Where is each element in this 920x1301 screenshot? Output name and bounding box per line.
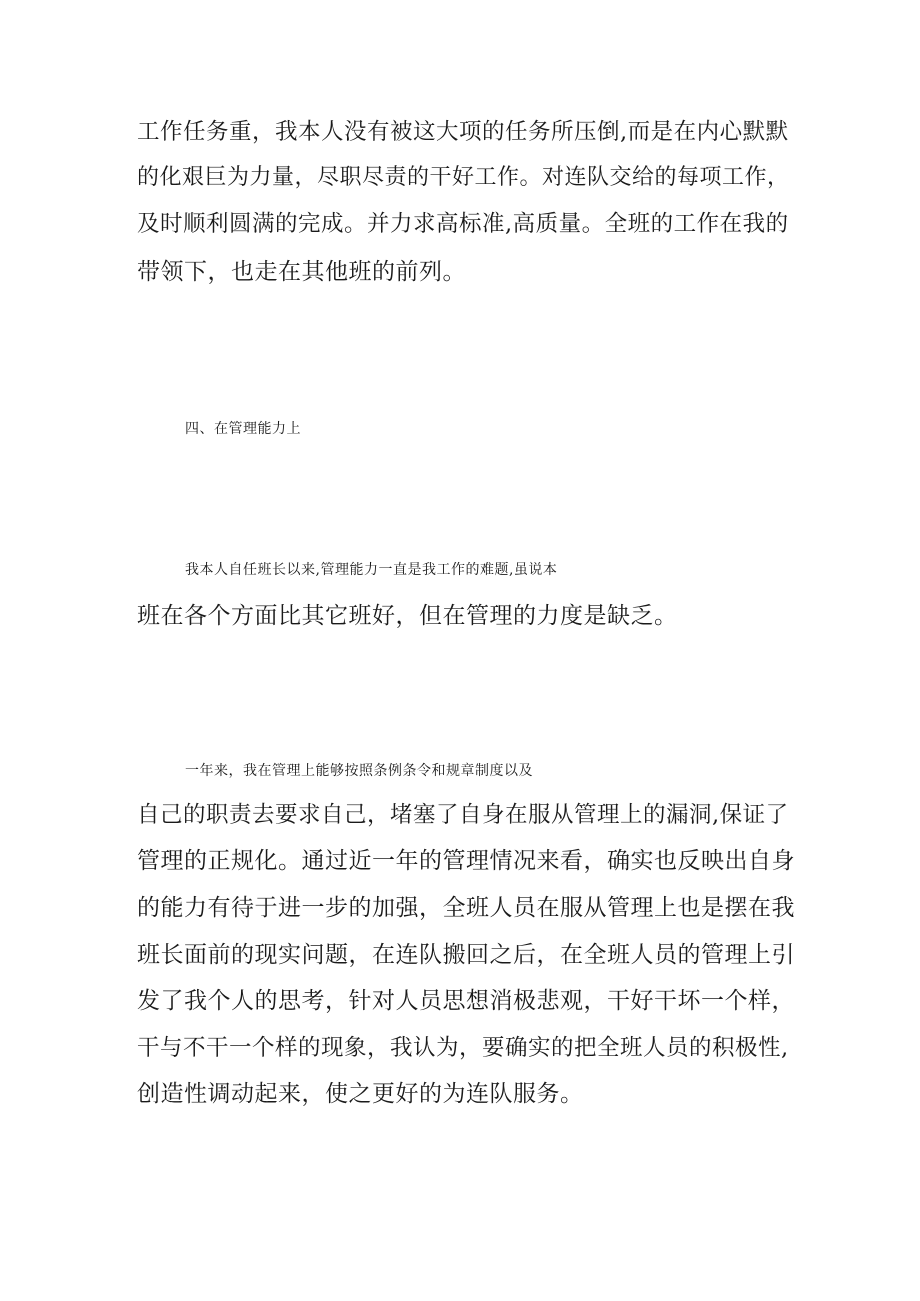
paragraph-3-line-6: 发了我个人的思考，针对人员思想消极悲观，干好干坏一个样， — [137, 988, 795, 1014]
paragraph-3-line-7: 干与不干一个样的现象，我认为，要确实的把全班人员的积极性, — [137, 1035, 789, 1061]
paragraph-2-line-2: 班在各个方面比其它班好，但在管理的力度是缺乏。 — [137, 603, 678, 629]
paragraph-2-line-1: 我本人自任班长以来,管理能力一直是我工作的难题,虽说本 — [185, 562, 558, 578]
paragraph-3-line-5: 班长面前的现实问题，在连队搬回之后，在全班人员的管理上引 — [137, 942, 795, 968]
paragraph-3-line-1: 一年来，我在管理上能够按照条例条令和规章制度以及 — [185, 763, 533, 779]
paragraph-1-line-3: 及时顺利圆满的完成。并力求高标准,高质量。全班的工作在我的 — [137, 211, 789, 237]
paragraph-1-line-4: 带领下，也走在其他班的前列。 — [137, 259, 466, 285]
paragraph-3-line-4: 的能力有待于进一步的加强，全班人员在服从管理上也是摆在我 — [137, 895, 795, 921]
paragraph-1-line-1: 工作任务重，我本人没有被这大项的任务所压倒,而是在内心默默 — [137, 119, 789, 145]
paragraph-3-line-3: 管理的正规化。通过近一年的管理情况来看，确实也反映出自身 — [137, 848, 795, 874]
section-heading-4: 四、在管理能力上 — [185, 421, 301, 437]
paragraph-1-line-2: 的化艰巨为力量，尽职尽责的干好工作。对连队交给的每项工作， — [137, 165, 790, 190]
paragraph-3-line-8: 创造性调动起来，使之更好的为连队服务。 — [137, 1081, 584, 1107]
paragraph-3-line-2: 自己的职责去要求自己，堵塞了自身在服从管理上的漏洞,保证了 — [137, 802, 789, 828]
